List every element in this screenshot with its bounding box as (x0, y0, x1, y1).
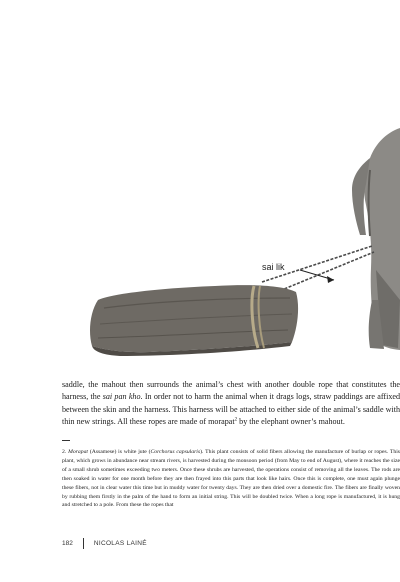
footnote-term-morapat: Morapat (68, 449, 88, 455)
footnote-number: 2. (62, 449, 69, 455)
body-text-part-2: . In order not to harm the animal when it drags logs, straw paddings are affixed between the skin and the harness. This harness will be attached to either side of the animal’s saddle with thin new strings. All these ropes are made of morapat (62, 392, 400, 427)
page-footer (62, 537, 147, 549)
footnote-latin-name: Corchorus capsularis (150, 449, 201, 455)
log-shape (90, 285, 298, 356)
footnote-text-part-1: (Assamese) is white jute ( (88, 449, 151, 455)
elephant-shape (352, 128, 400, 350)
figure-label-sai-lik: sai lik (262, 262, 285, 272)
footnote-reference: 2 (234, 417, 238, 423)
footnote-2 (62, 448, 400, 510)
term-sai-pan-kho: sai pan kho (102, 392, 141, 402)
footnote-divider (62, 440, 70, 441)
body-paragraph (62, 379, 400, 429)
footer-separator (83, 538, 84, 549)
page-number: 182 (62, 539, 73, 547)
footnote-text-part-2: ). This plant consists of solid fibers allowing the manufacture of burlap or ropes. This plant, which grows in abundance near stream rivers, is harvested during the monsoon period (from May to end of August), where it reaches the size of a small shrub sometimes exceeding two meters. Once these shrubs are harvested, the operations consist of removing all the leaves. The rods are then soaked in water for one month before they are then frayed into this parts that look like hairs. Once this is complete, one must again plunge these fibers, not in clear water this time but in muddy water for twenty days. They are then dried over a domestic fire. The fibers are finally woven by rubbing them firstly in the palm of the hand to form an initial string. This will be doubled twice. When a long rope is manufactured, it is hung and stretched to a pole. From these the ropes that (62, 449, 400, 509)
body-text-part-1: saddle, the mahout then surrounds the animal’s chest with another double rope that constitutes the harness, the (62, 380, 400, 402)
running-author: NICOLAS LAINÉ (93, 539, 147, 547)
body-text-part-3: by the elephant owner’s mahout. (237, 417, 345, 427)
